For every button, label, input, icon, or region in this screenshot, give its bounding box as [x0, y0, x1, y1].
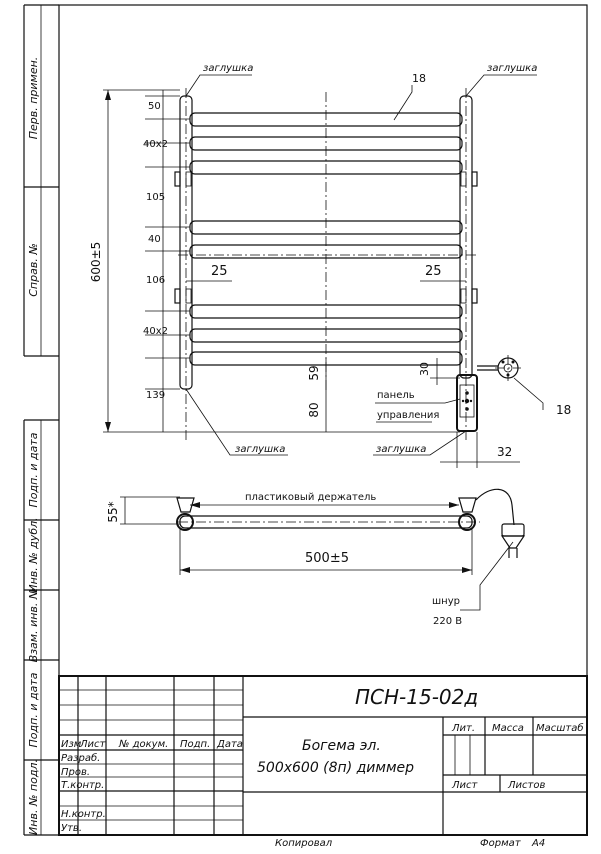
hdr-masshtab: Масштаб: [536, 723, 584, 734]
footer-copy: Копировал: [275, 838, 333, 849]
hdr-lit: Лит.: [452, 723, 476, 734]
dim-59: 59: [307, 365, 321, 381]
control-panel: [457, 375, 477, 431]
dim-pipe-top: 18: [412, 72, 426, 85]
dim-40x2-top: 40x2: [143, 139, 169, 150]
hdr-massa: Масса: [492, 723, 524, 734]
dim-offset-left: 25: [211, 264, 228, 279]
designation: ПСН-15-02д: [355, 685, 479, 709]
stamp-sprav-no: Справ. №: [27, 243, 40, 297]
top-view: [106, 489, 524, 627]
product-name-2: 500х600 (8п) диммер: [257, 760, 415, 776]
hdr-list2: Лист: [452, 780, 478, 791]
stamp-perv-primen: Перв. примен.: [27, 56, 40, 140]
dim-depth: 55*: [106, 501, 120, 523]
product-name-1: Богема эл.: [302, 738, 381, 754]
hdr-podp: Подп.: [180, 739, 211, 750]
hdr-listov: Листов: [508, 780, 546, 791]
dim-30: 30: [418, 362, 431, 376]
dim-139: 139: [146, 390, 166, 401]
stamp-podp-data-2: Подп. и дата: [27, 672, 40, 748]
role-tkontr: Т.контр.: [61, 780, 105, 791]
label-plug-top-left: заглушка: [203, 63, 254, 74]
role-utv: Утв.: [61, 823, 82, 834]
role-nkontr: Н.контр.: [61, 809, 106, 820]
stamp-vzam-inv: Взам. инв. №: [27, 587, 40, 663]
footer-format-value: А4: [532, 838, 546, 849]
dim-50: 50: [148, 101, 161, 112]
dim-40: 40: [148, 234, 161, 245]
label-cord-1: шнур: [432, 596, 460, 607]
footer-format: Формат: [480, 838, 521, 849]
dim-overall-height: 600±5: [89, 241, 103, 283]
stamp-podp-data-1: Подп. и дата: [27, 432, 40, 508]
pipe-section-detail: [477, 355, 521, 381]
role-prov: Пров.: [61, 767, 91, 778]
label-holder: пластиковый держатель: [245, 492, 377, 503]
hdr-izm: Изм: [61, 739, 82, 750]
dim-offset-right: 25: [425, 264, 442, 279]
role-razrab: Разраб.: [61, 753, 101, 764]
dim-105: 105: [146, 192, 166, 203]
callout-leaders: [186, 75, 543, 455]
label-panel-1: панель: [377, 390, 415, 401]
hdr-data: Дата: [217, 739, 243, 750]
stamp-inv-podl: Инв. № подл.: [27, 759, 40, 835]
dim-40x2-bottom: 40x2: [143, 326, 169, 337]
label-plug-bottom-left: заглушка: [235, 444, 286, 455]
hdr-list: Лист: [80, 739, 106, 750]
label-plug-bottom-right: заглушка: [376, 444, 427, 455]
dim-width: 500±5: [305, 551, 349, 566]
front-view: [89, 63, 571, 468]
dim-pipe-right: 18: [556, 403, 572, 417]
label-cord-2: 220 В: [433, 616, 463, 627]
sheet-frame: [24, 5, 587, 835]
label-plug-top-right: заглушка: [487, 63, 538, 74]
dim-106: 106: [146, 275, 166, 286]
stamp-inv-dubl: Инв. № дубл.: [27, 517, 40, 593]
sheet-footer: [275, 838, 545, 849]
side-stamps: [27, 57, 40, 835]
label-panel-2: управления: [377, 410, 440, 421]
dim-32: 32: [497, 445, 513, 459]
title-block: [59, 676, 587, 835]
hdr-doc-no: № докум.: [119, 739, 169, 750]
dim-80: 80: [307, 402, 321, 418]
